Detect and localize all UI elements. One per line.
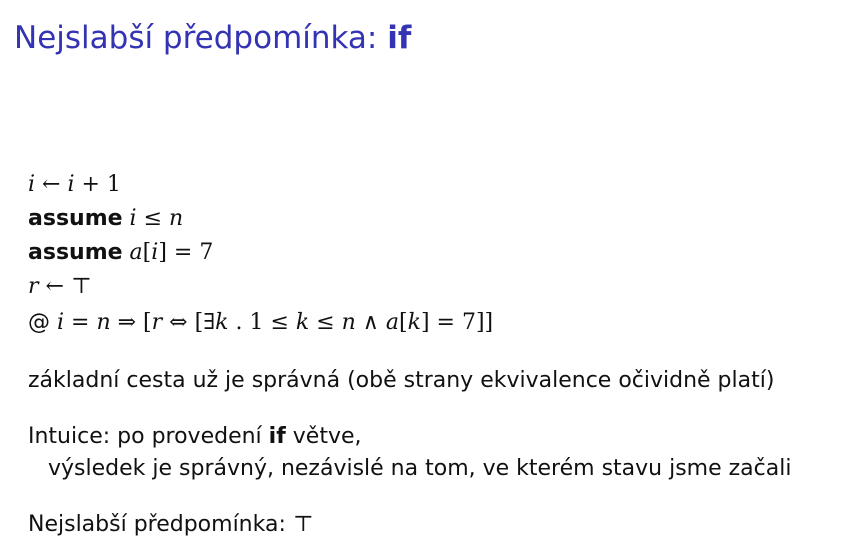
var-n: n [96, 310, 111, 335]
assume-keyword: assume [28, 240, 123, 265]
assign-arrow: ← [35, 172, 68, 197]
var-a: a [385, 310, 400, 335]
and-operator: ∧ [355, 310, 386, 335]
top-symbol: ⊤ [70, 274, 92, 299]
var-r: r [151, 310, 163, 335]
intuition-text: větve, [285, 424, 362, 449]
program-line-4 [28, 276, 92, 298]
le-operator: ≤ [136, 206, 170, 231]
bound-expr: . 1 ≤ [228, 310, 296, 335]
slide-title-keyword: if [387, 20, 412, 56]
basic-path-text: základní cesta už je správná (obě strany ekvivalence očividně platí) [28, 368, 775, 393]
expr-rest: ] = 7]] [420, 310, 494, 335]
if-keyword: if [268, 424, 286, 449]
var-k: k [295, 310, 310, 335]
weakest-precondition [28, 514, 314, 536]
var-i: i [151, 240, 159, 265]
var-k: k [215, 310, 229, 335]
intuition-line-2: výsledek je správný, nezávislé na tom, ve kterém stavu jsme začali [48, 456, 792, 481]
expr-rest: + 1 [74, 172, 121, 197]
program-line-5 [28, 312, 493, 334]
assume-keyword: assume [28, 206, 123, 231]
intuition-line-1 [28, 426, 362, 448]
var-n: n [169, 206, 184, 231]
bracket: [ [142, 240, 152, 265]
bracket: [ [399, 310, 408, 335]
assign-arrow: ← [38, 274, 71, 299]
expr-rest: = 7 [166, 240, 214, 265]
weakest-label: Nejslabší předpomínka: [28, 512, 293, 537]
le-operator: ≤ [309, 310, 342, 335]
var-a: a [129, 240, 143, 265]
at-sign: @ [28, 310, 57, 335]
var-i: i [129, 206, 137, 231]
var-i: i [28, 172, 36, 197]
var-r: r [28, 274, 39, 299]
var-i: i [67, 172, 75, 197]
var-n: n [341, 310, 356, 335]
slide-title [14, 20, 411, 56]
eq-operator: = [64, 310, 97, 335]
var-i: i [57, 310, 65, 335]
implies-operator: ⇒ [ [110, 310, 152, 335]
bracket: ] [158, 240, 167, 265]
top-symbol: ⊤ [292, 512, 314, 537]
var-k: k [407, 310, 421, 335]
iff-exists: ⇔ [∃ [162, 310, 216, 335]
program-line-2 [28, 208, 183, 230]
intuition-text: Intuice: po provedení [28, 424, 269, 449]
program-line-3 [28, 242, 213, 264]
program-line-1 [28, 174, 121, 196]
slide-title-text: Nejslabší předpomínka: [14, 20, 388, 56]
